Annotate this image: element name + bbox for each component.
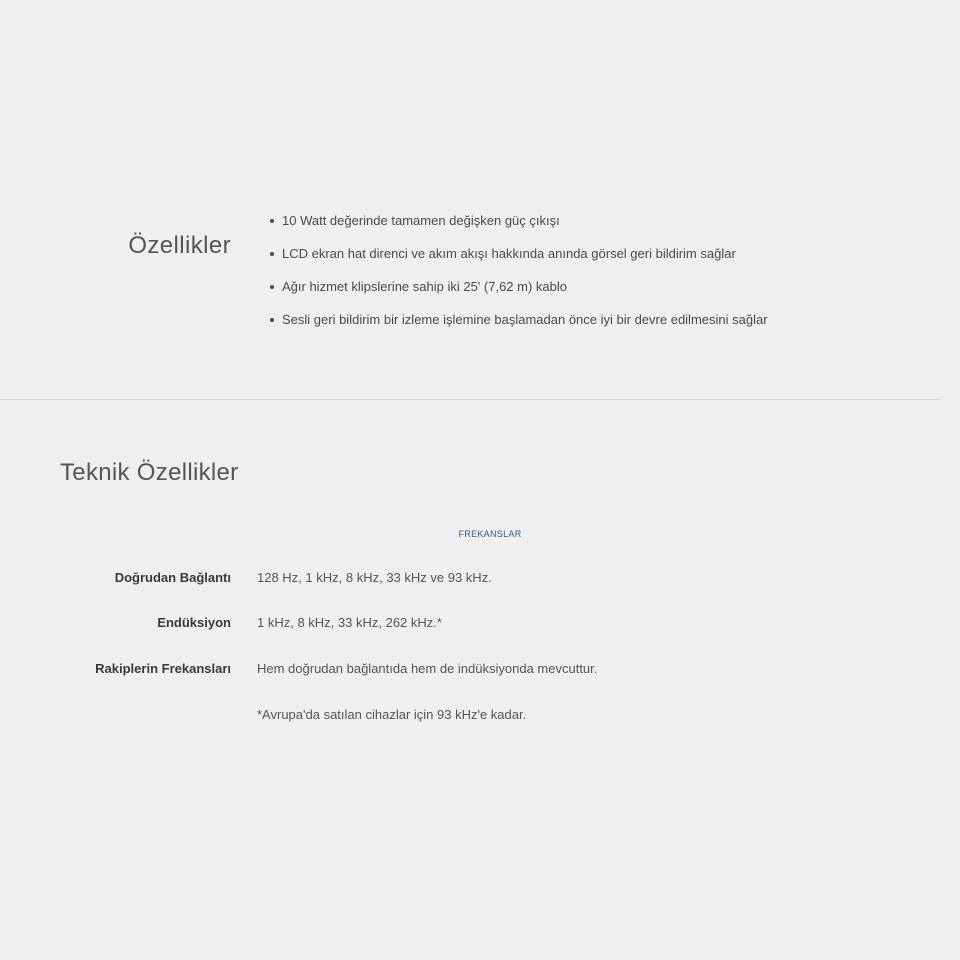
bullet-icon (270, 219, 274, 223)
tech-specs-title: Teknik Özellikler (60, 459, 239, 486)
spec-row-competitor-frequencies (0, 659, 960, 679)
bullet-icon (270, 285, 274, 289)
spec-label: Endüksiyon (157, 615, 231, 630)
spec-row-direct-connection (0, 568, 960, 588)
feature-text: 10 Watt değerinde tamamen değişken güç çıkışı (282, 213, 560, 228)
feature-item (268, 205, 768, 238)
feature-item (268, 271, 768, 304)
bullet-icon (270, 252, 274, 256)
feature-item (268, 304, 768, 337)
frequencies-header: FREKANSLAR (458, 529, 522, 539)
spec-value: Hem doğrudan bağlantıda hem de indüksiyonda mevcuttur. (257, 661, 598, 676)
feature-text: Sesli geri bildirim bir izleme işlemine başlamadan önce iyi bir devre edilmesini sağlar (282, 312, 768, 327)
spec-row-footnote (0, 705, 960, 725)
spec-label: Doğrudan Bağlantı (114, 570, 231, 585)
spec-row-induction (0, 613, 960, 633)
spec-footnote: *Avrupa'da satılan cihazlar için 93 kHz'e kadar. (257, 707, 527, 722)
feature-item (268, 238, 768, 271)
spec-label: Rakiplerin Frekansları (95, 661, 231, 676)
feature-text: Ağır hizmet klipslerine sahip iki 25' (7,62 m) kablo (282, 279, 567, 294)
features-title: Özellikler (128, 231, 231, 259)
bullet-icon (270, 318, 274, 322)
spec-value: 128 Hz, 1 kHz, 8 kHz, 33 kHz ve 93 kHz. (257, 570, 492, 585)
section-divider (0, 399, 940, 400)
feature-text: LCD ekran hat direnci ve akım akışı hakkında anında görsel geri bildirim sağlar (282, 246, 736, 261)
feature-list (268, 205, 768, 337)
spec-value: 1 kHz, 8 kHz, 33 kHz, 262 kHz.* (257, 615, 442, 630)
